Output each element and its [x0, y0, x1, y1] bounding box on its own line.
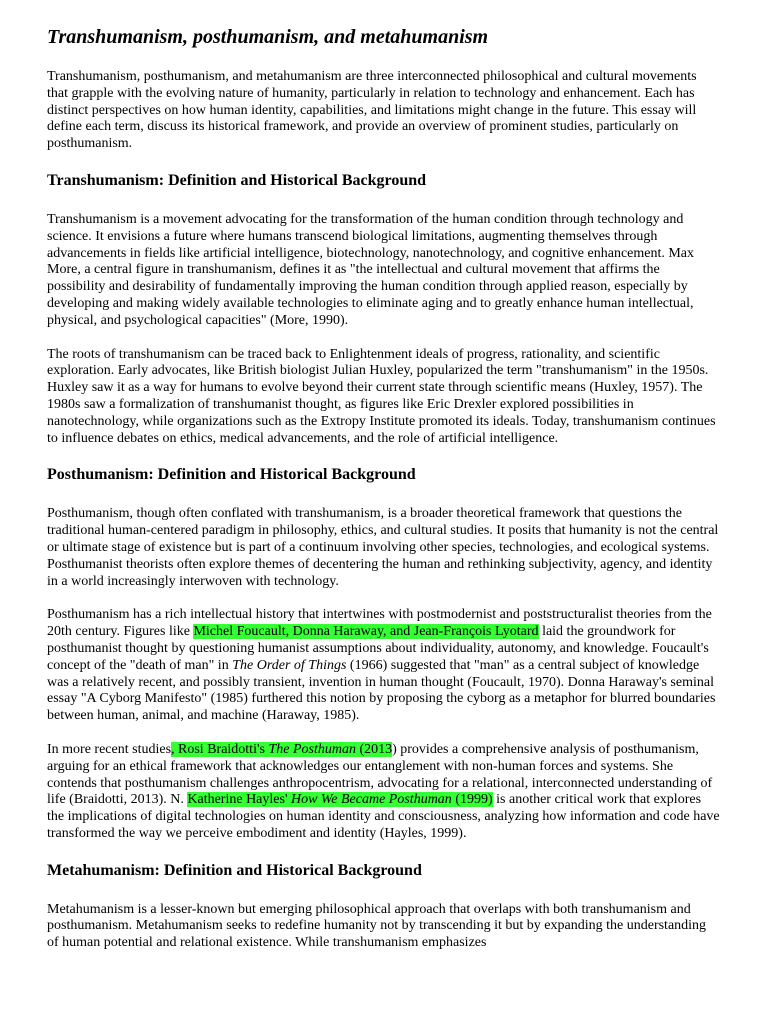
posthumanism-paragraph-3: [47, 742, 721, 843]
text-run: is another critical work that explores the implications of digital technologies on human identity and consciousness, analyzing how information and code have transformed the way we perceive embodiment and identity (Hayles, 1999).: [47, 792, 720, 841]
text-run: Katherine Hayles': [187, 792, 291, 808]
posthumanism-heading: Posthumanism: Definition and Historical Background: [47, 466, 416, 484]
transhumanism-paragraph-2: The roots of transhumanism can be traced back to Enlightenment ideals of progress, rationality, and scientific exploration. Early advocates, like British biologist Julian Huxley, popularized the term "transhumanism" in the 1950s. Huxley saw it as a way for humans to evolve beyond their current state through scientific means (Huxley, 1957). The 1980s saw a formalization of transhumanist thought, as figures like Eric Drexler explored possibilities in nanotechnology, while organizations such as the Extropy Institute promoted its ideals. Today, transhumanism continues to influence debates on ethics, medical advancements, and the role of artificial intelligence.: [47, 346, 716, 446]
text-run: (1966) suggested that "man" as a central subject of knowledge was a relatively recent, and possibly transient, invention in human thought (Foucault, 1970). Donna Haraway's seminal essay "A Cyborg Manifesto" (1985) furthered this notion by proposing the cyborg as a metaphor for blurred boundaries between human, animal, and machine (Haraway, 1985).: [47, 657, 716, 724]
document-title: Transhumanism, posthumanism, and metahumanism: [47, 26, 489, 48]
transhumanism-heading: Transhumanism: Definition and Historical Background: [47, 171, 427, 189]
book-title-italic: The Order of Things: [232, 657, 347, 673]
book-title-italic: How We Became Posthuman: [290, 792, 452, 808]
text-run: ) provides a comprehensive analysis of posthumanism, arguing for an ethical framework that acknowledges our entanglement with non-human forces and systems. She contends that posthumanism challenges anthropocentrism, advocating for a relational, interconnected understanding of life (Braidotti, 2013). N.: [47, 741, 713, 808]
posthumanism-paragraph-1: Posthumanism, though often conflated with transhumanism, is a broader theoretical framework that questions the traditional human-centered paradigm in philosophy, ethics, and cultural studies. It posits that humanity is not the central or ultimate stage of existence but is part of a continuum involving other species, technologies, and ecological systems. Posthumanist theorists often explore themes of decentering the human and rethinking subjectivity, agency, and identity in a world increasingly interwoven with technology.: [47, 506, 719, 589]
metahumanism-heading: Metahumanism: Definition and Historical Background: [47, 861, 422, 879]
text-run: In more recent studies: [47, 741, 172, 757]
text-run: , Rosi Braidotti's: [171, 741, 269, 757]
text-run: (1999): [451, 792, 493, 808]
highlighted-text: [187, 792, 492, 807]
metahumanism-paragraph-1: Metahumanism is a lesser-known but emerging philosophical approach that overlaps with both transhumanism and posthumanism. Metahumanism seeks to redefine humanity not by transcending it but by expanding the understanding of human potential and relational existence. While transhumanism emphasizes: [47, 901, 707, 951]
posthumanism-paragraph-2: [47, 607, 721, 725]
text-run: laid the groundwork for posthumanist thought by questioning humanist assumptions about individuality, autonomy, and knowledge. Foucault's concept of the "death of man" in: [47, 624, 709, 673]
highlighted-text: [171, 742, 392, 757]
book-title-italic: The Posthuman: [268, 741, 356, 757]
intro-paragraph: Transhumanism, posthumanism, and metahumanism are three interconnected philosophical and cultural movements that grapple with the evolving nature of humanity, particularly in relation to technology and enhancement. Each has distinct perspectives on how human identity, capabilities, and limitations might change in the future. This essay will define each term, discuss its historical framework, and provide an overview of prominent studies, particularly on posthumanism.: [47, 69, 697, 152]
text-run: Posthumanism has a rich intellectual history that intertwines with postmodernist and poststructuralist theories from the 20th century. Figures like: [47, 607, 712, 640]
transhumanism-paragraph-1: Transhumanism is a movement advocating for the transformation of the human condition through technology and science. It envisions a future where humans transcend biological limitations, augmenting themselves through advancements in fields like artificial intelligence, biotechnology, nanotechnology, and cognitive enhancement. Max More, a central figure in transhumanism, defines it as "the intellectual and cultural movement that affirms the possibility and desirability of fundamentally improving the human condition through applied reason, especially by developing and making widely available technologies to eliminate aging and to greatly enhance human intellectual, physical, and psychological capacities" (More, 1990).: [47, 211, 695, 328]
highlighted-text: Michel Foucault, Donna Haraway, and Jean-François Lyotard: [193, 624, 539, 640]
text-run: (2013: [355, 741, 393, 757]
